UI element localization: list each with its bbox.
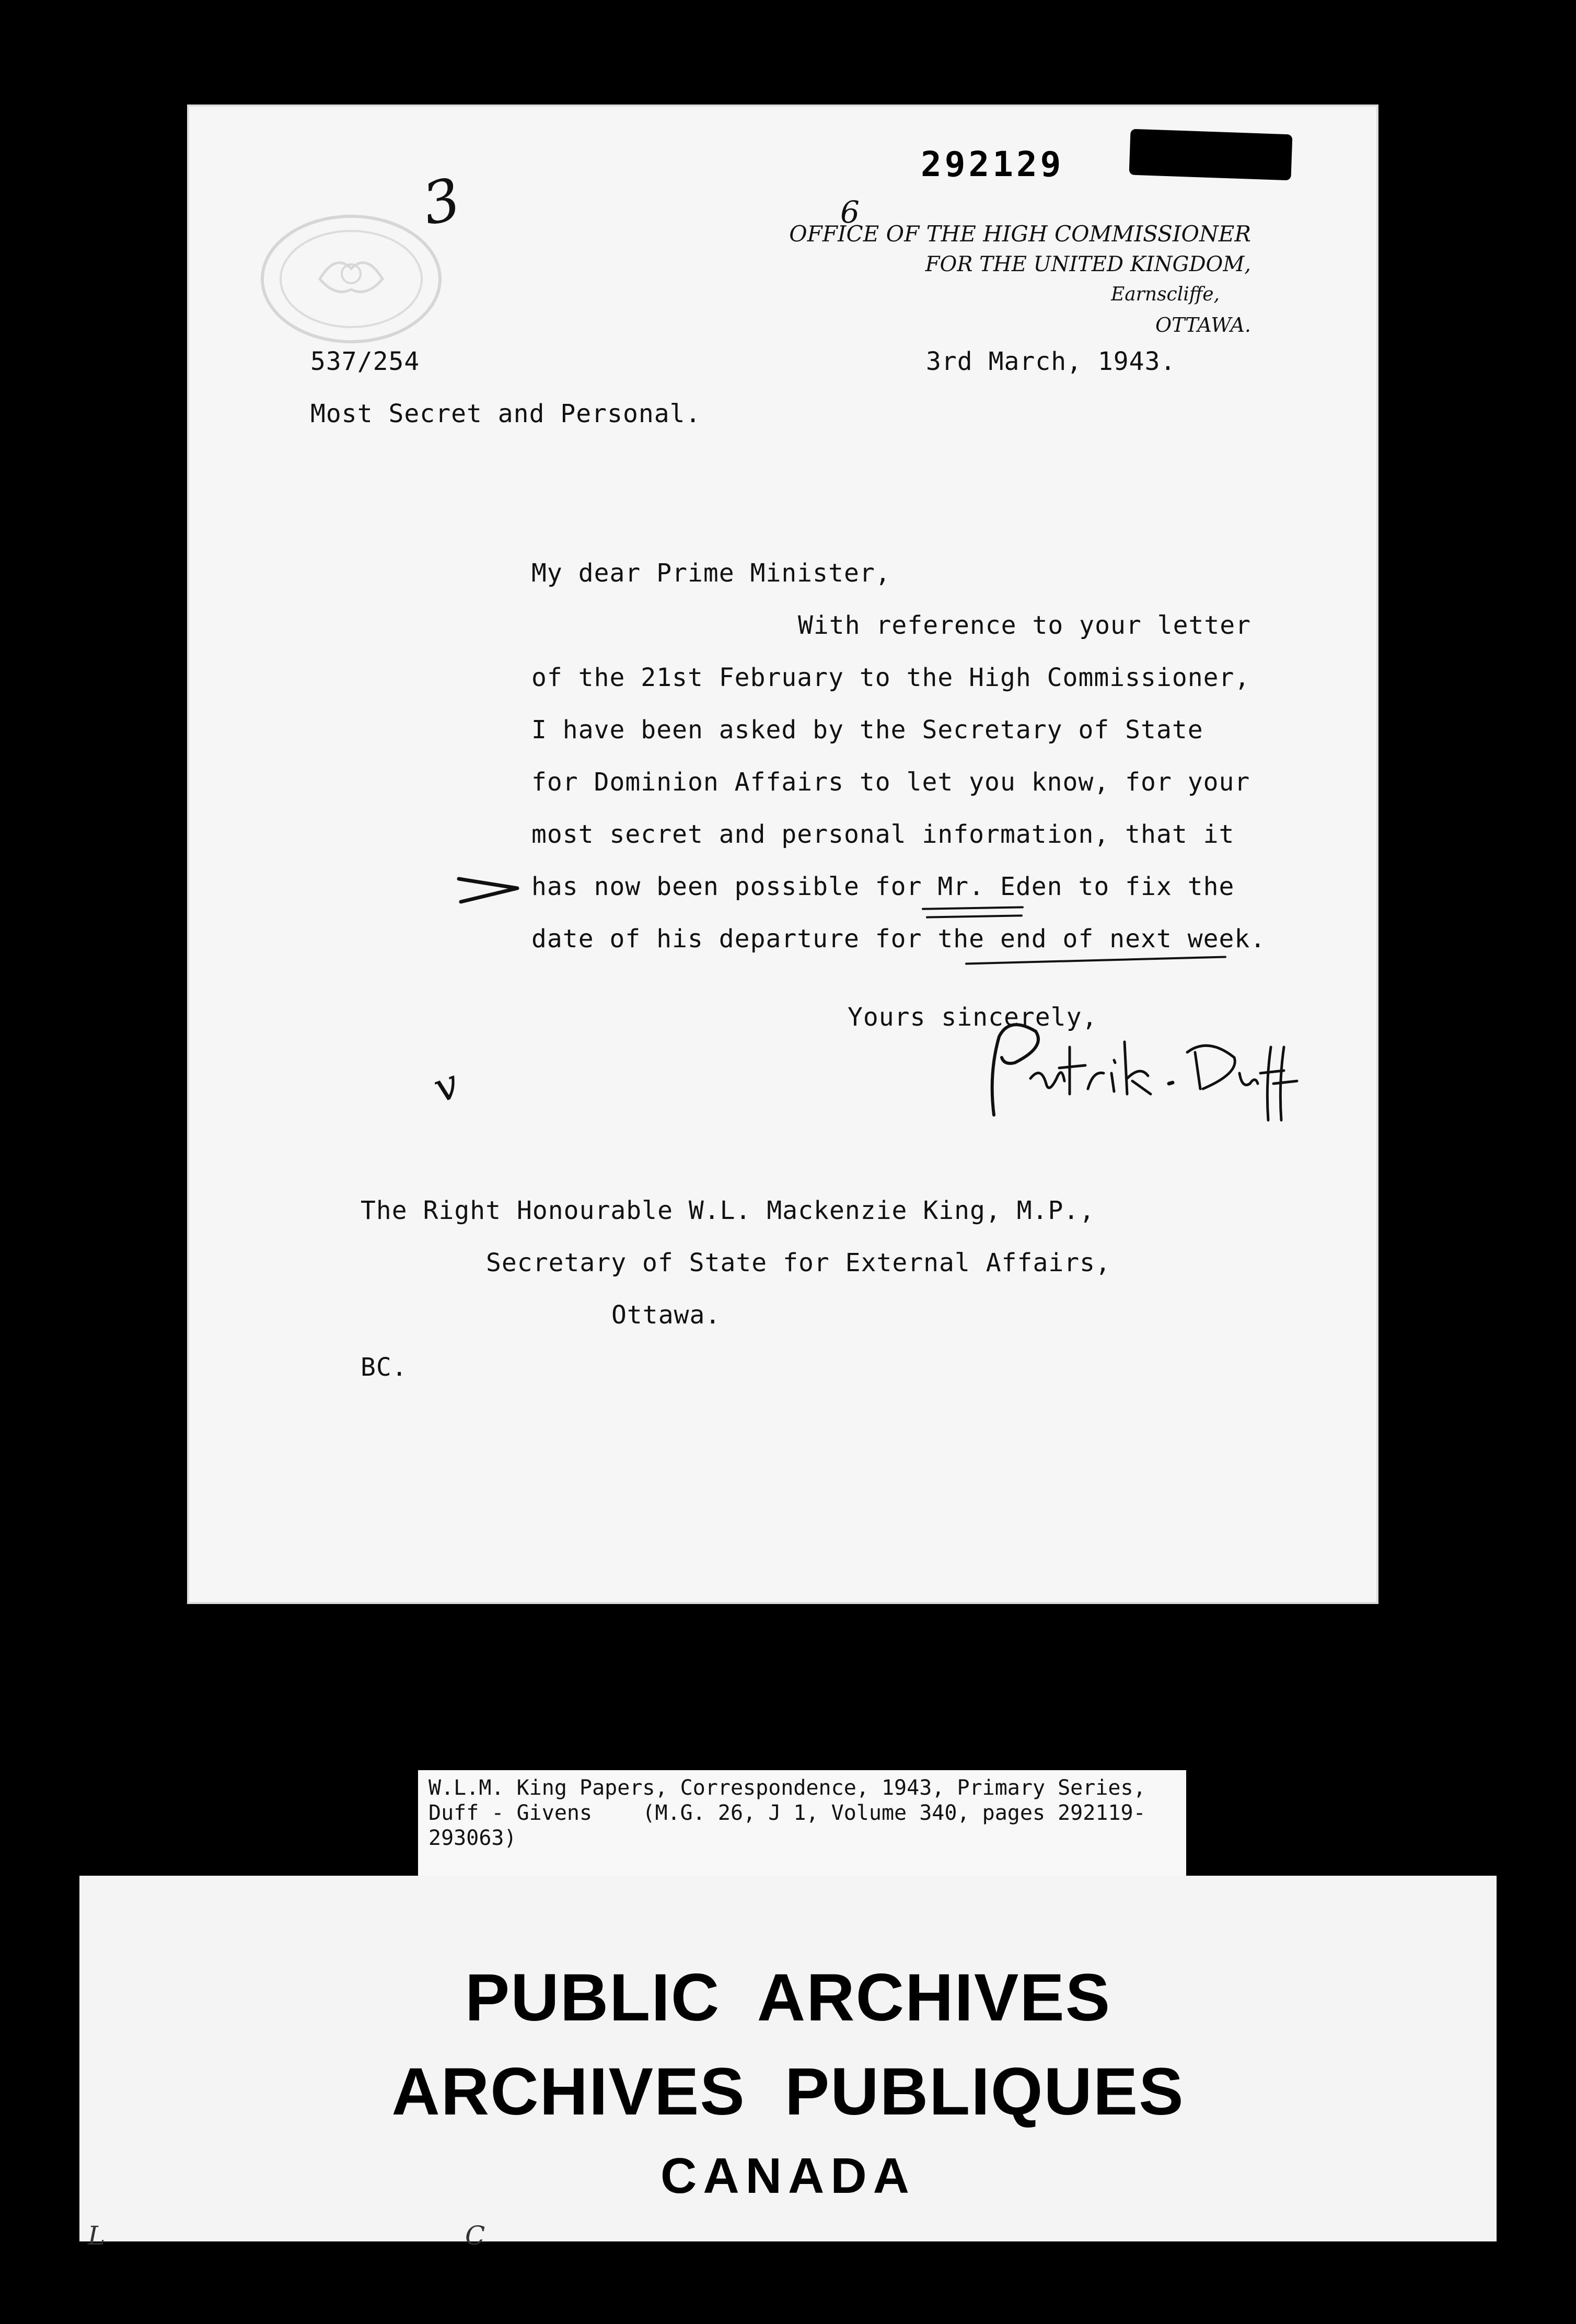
banner-country: CANADA (660, 2148, 916, 2204)
body-line: has now been possible for Mr. Eden to fix the (531, 872, 1235, 901)
handwritten-mark-3: 3 (416, 165, 467, 238)
body-line: for Dominion Affairs to let you know, for your (531, 768, 1250, 797)
banner-french: ARCHIVES PUBLIQUES (391, 2054, 1185, 2129)
citation-line: W.L.M. King Papers, Correspondence, 1943, Primary Series, (428, 1776, 1146, 1800)
typist-initials: BC. (361, 1353, 408, 1382)
handwritten-tick: v (427, 1060, 466, 1112)
body-line: of the 21st February to the High Commissioner, (531, 663, 1250, 692)
margin-arrow-icon (455, 869, 523, 906)
embossed-seal-icon (257, 211, 445, 347)
underline-mr-eden (922, 906, 1024, 910)
salutation: My dear Prime Minister, (531, 559, 891, 588)
archives-banner (79, 1876, 1497, 2241)
letterhead-residence: Earnscliffe, (1110, 284, 1220, 305)
body-line: most secret and personal information, that it (531, 820, 1235, 849)
margin-mark-left: L (88, 2221, 106, 2251)
citation-label (418, 1770, 1186, 1880)
letter-date: 3rd March, 1943. (926, 347, 1176, 376)
closing: Yours sincerely, (848, 1003, 1098, 1032)
redaction-bar (1129, 129, 1293, 181)
letterhead-city: OTTAWA. (1155, 313, 1251, 336)
margin-mark-middle: C (465, 2221, 485, 2251)
underline-mr-eden-2 (926, 914, 1023, 918)
citation-line: 293063) (428, 1826, 517, 1850)
underline-end-of-next-week (965, 956, 1226, 965)
citation-line: Duff - Givens (M.G. 26, J 1, Volume 340, pages 292119- (428, 1801, 1146, 1825)
letter-sheet (187, 104, 1378, 1604)
classification: Most Secret and Personal. (310, 399, 701, 428)
addressee-name: The Right Honourable W.L. Mackenzie King, M.P., (361, 1196, 1095, 1225)
addressee-city: Ottawa. (611, 1300, 721, 1330)
file-reference: 537/254 (310, 347, 420, 376)
addressee-title: Secretary of State for External Affairs, (486, 1248, 1111, 1277)
banner-english: PUBLIC ARCHIVES (465, 1960, 1111, 2035)
letterhead-country: FOR THE UNITED KINGDOM, (925, 252, 1251, 276)
handwritten-mark-6: 6 (840, 194, 860, 230)
body-line: I have been asked by the Secretary of State (531, 715, 1203, 745)
archive-stamp-number: 292129 (921, 144, 1064, 184)
handwritten-signature (957, 1016, 1323, 1131)
body-line: With reference to your letter (798, 611, 1251, 640)
letterhead (789, 219, 1251, 340)
letterhead-office: OFFICE OF THE HIGH COMMISSIONER (789, 221, 1251, 247)
body-line: date of his departure for the end of next week. (531, 924, 1266, 954)
